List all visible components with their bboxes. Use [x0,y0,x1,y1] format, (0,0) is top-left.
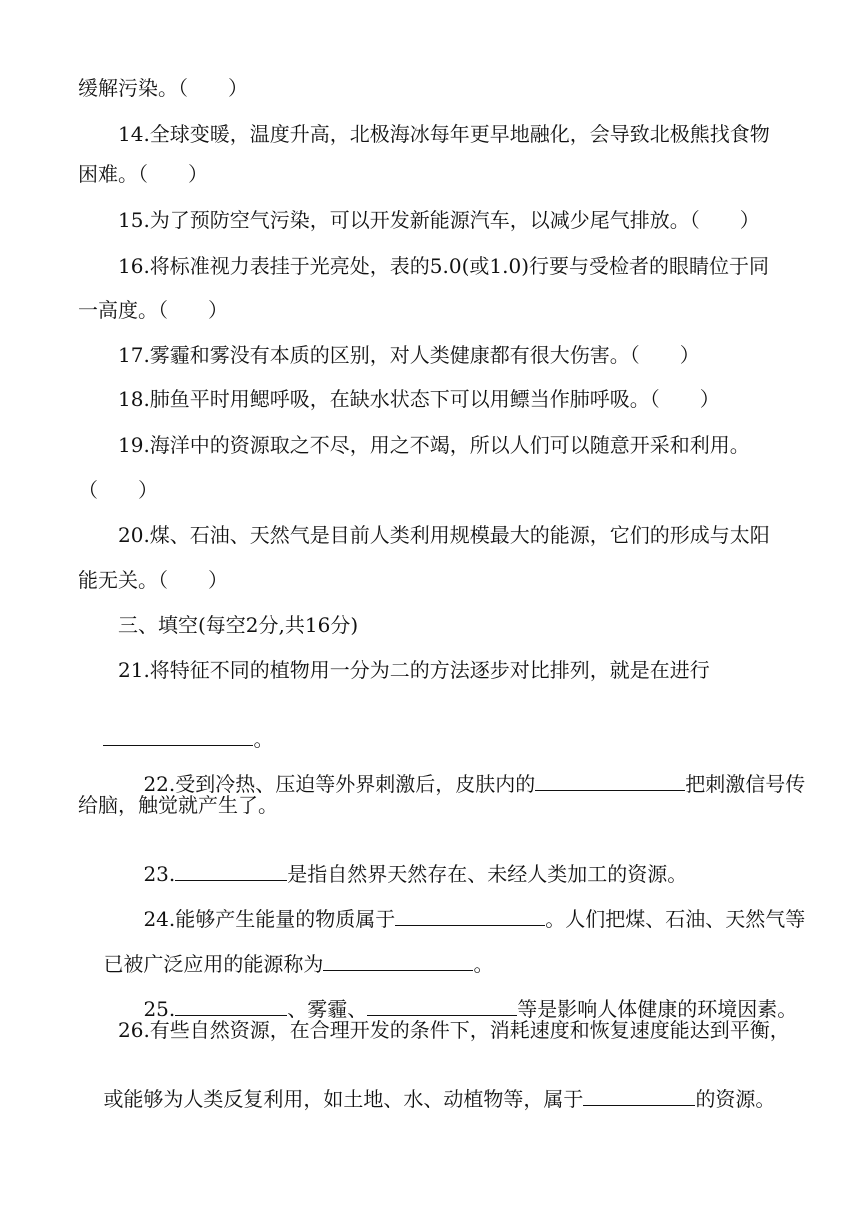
q22-text-post: 把刺激信号传 [685,772,806,796]
q24-line2-pre: 已被广泛应用的能源称为 [103,952,324,976]
q20-line2: 能无关。（ ） [78,568,228,592]
q20-line1: 20.煤、石油、天然气是目前人类利用规模最大的能源，它们的形成与太阳 [118,523,770,547]
q24-text-pre: 24.能够产生能量的物质属于 [143,907,396,931]
q25-mid: 、雾霾、 [287,997,368,1021]
q14-line1: 14.全球变暖，温度升高，北极海冰每年更早地融化，会导致北极熊找食物 [118,122,770,146]
q18: 18.肺鱼平时用鳃呼吸，在缺水状态下可以用鳔当作肺呼吸。（ ） [118,387,720,411]
q21-blank[interactable] [103,727,253,746]
q24-text-post: 。人们把煤、石油、天然气等 [545,907,806,931]
q25-number: 25. [143,997,176,1021]
q17: 17.雾霾和雾没有本质的区别，对人类健康都有很大伤害。（ ） [118,343,700,367]
q22-blank[interactable] [535,772,685,791]
q21-end: 。 [253,727,274,751]
q25-blank-1[interactable] [175,997,287,1016]
q14-line2: 困难。（ ） [78,162,208,186]
q26-text-pre: 或能够为人类反复利用，如土地、水、动植物等，属于 [103,1087,584,1111]
q26-line1: 26.有些自然资源，在合理开发的条件下，消耗速度和恢复速度能达到平衡， [118,1018,790,1042]
q23-number: 23. [143,862,176,886]
q19-line1: 19.海洋中的资源取之不尽，用之不竭，所以人们可以随意开采和利用。 [118,433,750,457]
q22-text-pre: 22.受到冷热、压迫等外界刺激后，皮肤内的 [143,772,536,796]
q22-line2: 给脑，触觉就产生了。 [78,793,278,817]
q25-blank-2[interactable] [367,997,517,1016]
q23-blank[interactable] [175,862,287,881]
q26-line2 [78,1063,775,1135]
q16-line1: 16.将标准视力表挂于光亮处，表的5.0(或1.0)行要与受检者的眼睛位于同 [118,254,770,278]
q23-text: 是指自然界天然存在、未经人类加工的资源。 [287,862,688,886]
q16-line2: 一高度。（ ） [78,298,228,322]
q24-blank-1[interactable] [395,907,545,926]
q21-line1: 21.将特征不同的植物用一分为二的方法逐步对比排列，就是在进行 [118,658,710,682]
q26-blank[interactable] [583,1087,695,1106]
q13-tail: 缓解污染。（ ） [78,76,248,100]
q26-text-post: 的资源。 [695,1087,776,1111]
q24-blank-2[interactable] [323,952,473,971]
section-3-heading: 三、填空(每空2分,共16分) [118,613,359,637]
q24-line2-post: 。 [473,952,494,976]
q25-text: 等是影响人体健康的环境因素。 [517,997,798,1021]
q19-line2: （ ） [78,478,158,502]
q15: 15.为了预防空气污染，可以开发新能源汽车，以减少尾气排放。（ ） [118,208,760,232]
